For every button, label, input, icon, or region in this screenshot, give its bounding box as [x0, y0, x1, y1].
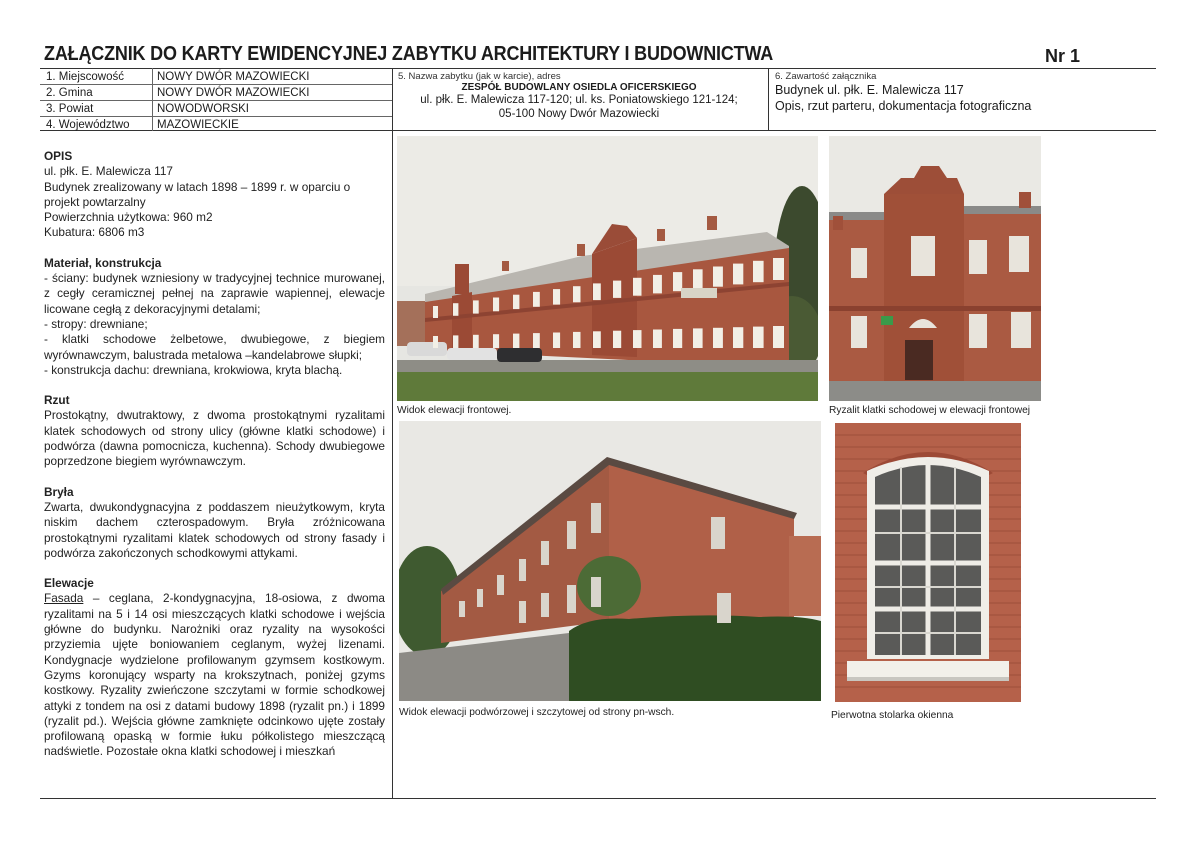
- material-item: - klatki schodowe żelbetowe, dwubiegowe, z biegiem wyrównawczym, balustrada metalowa –kandelabrowe słupki;: [44, 332, 385, 362]
- photo-front-elevation: [397, 136, 818, 401]
- opis-line: Powierzchnia użytkowa: 960 m2: [44, 210, 213, 225]
- meta-row-powiat: [44, 103, 394, 117]
- header-top-rule: [40, 68, 1156, 69]
- rzut-heading: Rzut: [44, 393, 70, 408]
- meta-label: 2. Gmina: [46, 87, 93, 99]
- section-5-label: 5. Nazwa zabytku (jak w karcie), adres: [398, 71, 561, 82]
- meta-row-wojewodztwo: [44, 119, 394, 133]
- address-line-1: ul. płk. E. Malewicza 117-120; ul. ks. Poniatowskiego 121-124;: [420, 94, 738, 106]
- monument-name: ZESPÓŁ BUDOWLANY OSIEDLA OFICERSKIEGO: [461, 82, 697, 93]
- monument-address: [398, 93, 760, 121]
- photo-original-window: [835, 423, 1021, 702]
- material-item: - konstrukcja dachu: drewniana, krokwiowa, kryta blachą.: [44, 362, 343, 377]
- column-divider: [392, 68, 393, 799]
- meta-label: 1. Miejscowość: [46, 71, 124, 83]
- elewacje-paragraph: [44, 591, 385, 759]
- photo-courtyard-elevation: [399, 421, 821, 701]
- meta-row-gmina: [44, 87, 394, 101]
- header-divider: [768, 68, 769, 131]
- opis-line: Kubatura: 6806 m3: [44, 225, 145, 240]
- meta-value: NOWY DWÓR MAZOWIECKI: [157, 71, 310, 83]
- meta-label: 4. Województwo: [46, 119, 130, 131]
- section-5-name-address: [398, 71, 760, 121]
- contents-line-1: Budynek ul. płk. E. Malewicza 117: [775, 83, 964, 97]
- meta-label: 3. Powiat: [46, 103, 94, 115]
- document-title: ZAŁĄCZNIK DO KARTY EWIDENCYJNEJ ZABYTKU ARCHITEKTURY I BUDOWNICTWA: [44, 43, 774, 65]
- opis-heading: OPIS: [44, 149, 73, 163]
- elewacje-text: – ceglana, 2-kondygnacyjna, 18-osiowa, z dwoma ryzalitami na 5 i 14 osi mieszczących klatki schodowe i wejścia główne do budynku. Narożniki oraz ryzality na wysokości przyziemia ujęte boniowaniem ceglanym, wyżej lizenami. Kondygnacje wydzielone profilowanym gzymsem kostkowym. Gzyms koronujący wsparty na krokszytnach, poniżej gzyms kostkowy. Ryzality zwieńczone szczytami w formie schodkowej attyki z tondem na osi z datami budowy 1898 (ryzalit pn.) i 1899 (ryzalit pd.). Wejścia główne zamknięte odcinkowo ujęte zostały profilowaną opaską w formie łuku półkolistego mieszczącą nadświetle. Pozostałe okna klatki schodowej i mieszkań: [44, 591, 385, 759]
- meta-row-miejscowosc: [44, 71, 394, 85]
- photo-caption: Widok elewacji podwórzowej i szczytowej od strony pn-wsch.: [399, 707, 675, 718]
- photo-caption: Ryzalit klatki schodowej w elewacji frontowej: [829, 405, 1030, 416]
- material-item: - ściany: budynek wzniesiony w tradycyjnej technice murowanej, z cegły ceramicznej pełnej na zaprawie wapiennej, elewacje licowane cegłą z dekoracyjnymi detalami;: [44, 271, 385, 316]
- meta-value: NOWODWORSKI: [157, 103, 249, 115]
- address-line-2: 05-100 Nowy Dwór Mazowiecki: [498, 108, 660, 120]
- contents-line-2: Opis, rzut parteru, dokumentacja fotograficzna: [775, 99, 1032, 113]
- material-item: - stropy: drewniane;: [44, 316, 148, 331]
- meta-value: NOWY DWÓR MAZOWIECKI: [157, 87, 310, 99]
- section-6-label: 6. Zawartość załącznika: [775, 71, 877, 82]
- meta-value: MAZOWIECKIE: [157, 119, 239, 131]
- fasada-label: Fasada: [44, 591, 84, 606]
- section-6-contents: [775, 71, 1155, 114]
- rzut-text: Prostokątny, dwutraktowy, z dwoma prostokątnymi ryzalitami klatek schodowych od strony ulicy (główne klatki schodowe) i podwórza (dawna pomocnicza, kuchenna). Schody dwubiegowe poprzedzone biegiem wyrównawczym.: [44, 408, 385, 469]
- photo-caption: Widok elewacji frontowej.: [397, 405, 512, 416]
- elewacje-heading: Elewacje: [44, 576, 94, 591]
- opis-line: Budynek zrealizowany w latach 1898 – 1899 r. w oparciu o projekt powtarzalny: [44, 179, 351, 209]
- photo-risalit: [829, 136, 1041, 401]
- bryla-text: Zwarta, dwukondygnacyjna z poddaszem nieużytkowym, kryta niskim dachem czterospadowym. Bryła zróżnicowana prostokątnymi ryzalitami klatek schodowych od strony fasady i podwórza zakończonych schodkowymi attykami.: [44, 499, 385, 560]
- bryla-heading: Bryła: [44, 484, 74, 499]
- document-number: Nr 1: [1045, 46, 1081, 66]
- opis-line: ul. płk. E. Malewicza 117: [44, 164, 173, 179]
- material-heading: Materiał, konstrukcja: [44, 255, 162, 270]
- photo-caption: Pierwotna stolarka okienna: [831, 710, 954, 721]
- description-column: [44, 149, 385, 799]
